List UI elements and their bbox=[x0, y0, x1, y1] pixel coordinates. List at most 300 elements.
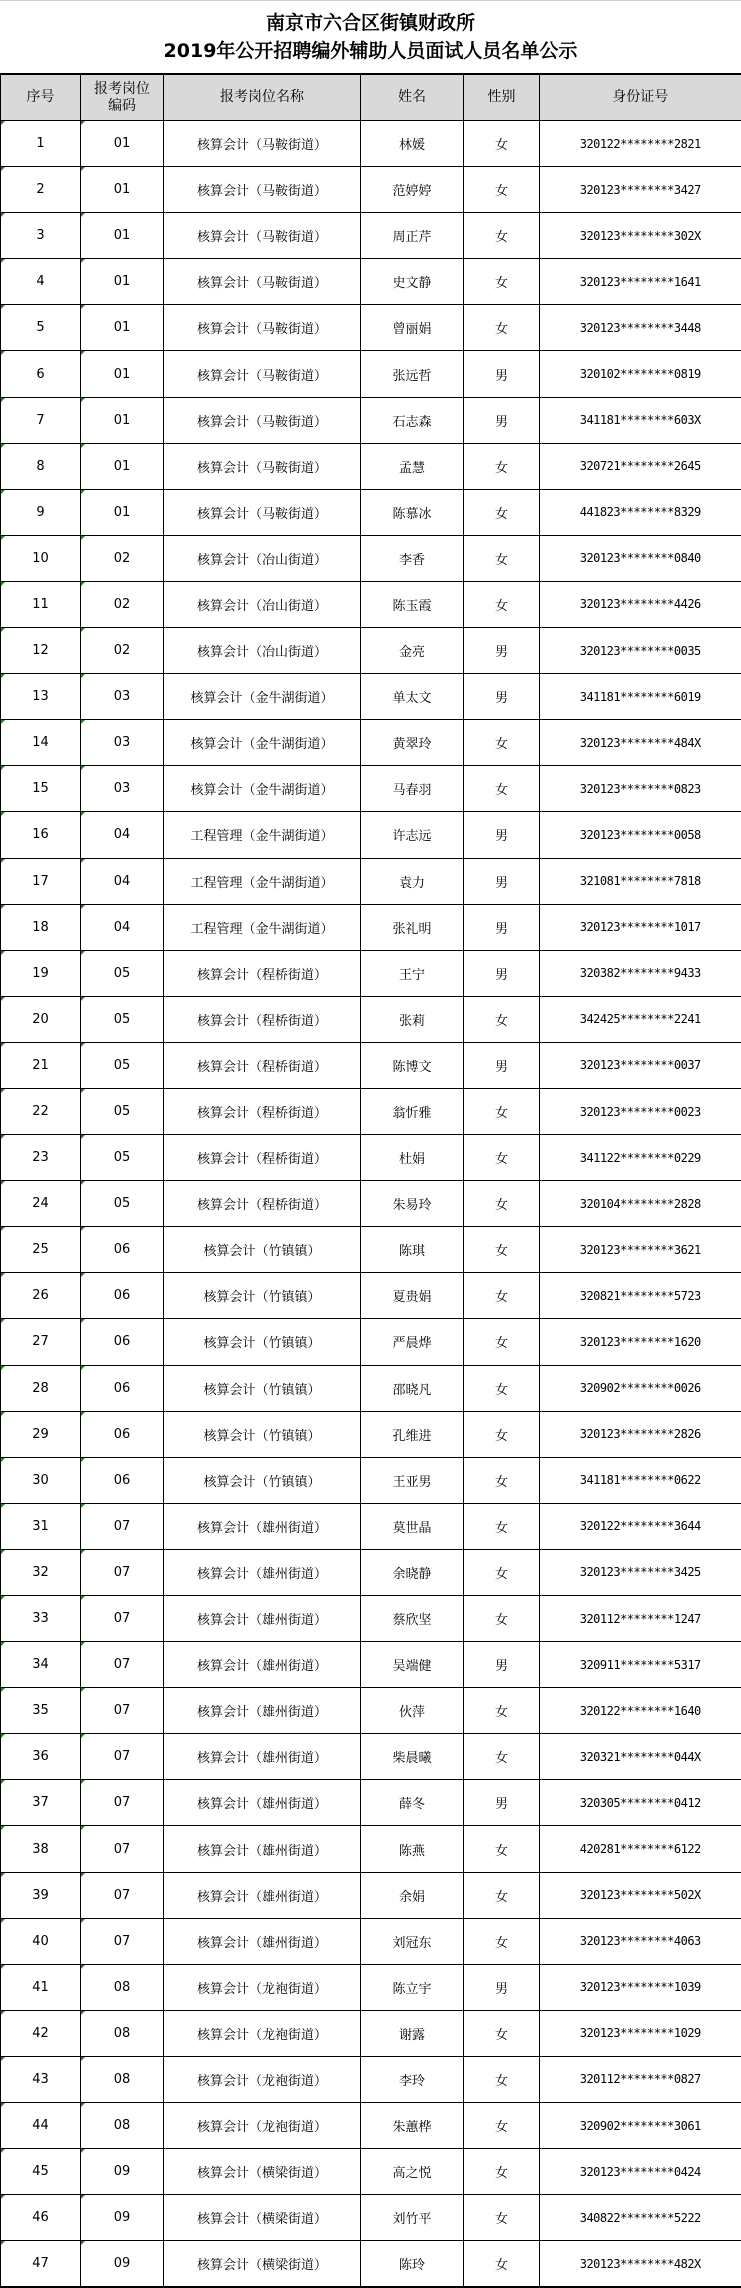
cell-post-code bbox=[81, 1780, 164, 1826]
cell-post-code bbox=[81, 996, 164, 1042]
cell-gender-text: 男 bbox=[495, 968, 508, 983]
cell-post-name bbox=[164, 766, 361, 812]
cell-post-code-text: 01 bbox=[114, 274, 131, 289]
cell-gender bbox=[464, 1042, 540, 1088]
cell-gender bbox=[464, 443, 540, 489]
text-number-indicator-icon bbox=[81, 1135, 85, 1139]
cell-post-name-text: 核算会计（雄州街道） bbox=[197, 1890, 327, 1905]
text-number-indicator-icon bbox=[81, 121, 85, 125]
cell-post-name-text: 核算会计（横梁街道） bbox=[197, 2166, 327, 2181]
cell-name-text: 许志远 bbox=[392, 829, 431, 844]
table-row bbox=[1, 167, 741, 213]
cell-name-text: 张礼明 bbox=[392, 922, 431, 937]
cell-name-text: 王宁 bbox=[399, 968, 425, 983]
text-number-indicator-icon bbox=[1, 1135, 5, 1139]
cell-gender-text: 女 bbox=[495, 1751, 508, 1766]
cell-id-number bbox=[540, 305, 741, 351]
cell-post-code bbox=[81, 2241, 164, 2288]
cell-name-text: 孔维进 bbox=[392, 1429, 431, 1444]
cell-post-name bbox=[164, 1826, 361, 1872]
cell-post-name bbox=[164, 489, 361, 535]
cell-index bbox=[1, 443, 81, 489]
text-number-indicator-icon bbox=[81, 1965, 85, 1969]
cell-name bbox=[361, 2241, 464, 2288]
cell-index-text: 36 bbox=[32, 1749, 49, 1764]
cell-id-number bbox=[540, 397, 741, 443]
cell-name-text: 石志森 bbox=[392, 415, 431, 430]
text-number-indicator-icon bbox=[81, 674, 85, 678]
cell-index bbox=[1, 1042, 81, 1088]
cell-index-text: 24 bbox=[32, 1196, 49, 1211]
cell-post-name bbox=[164, 213, 361, 259]
cell-id-number bbox=[540, 812, 741, 858]
cell-gender-text: 男 bbox=[495, 415, 508, 430]
table-row bbox=[1, 674, 741, 720]
cell-post-name bbox=[164, 1411, 361, 1457]
cell-post-name-text: 核算会计（雄州街道） bbox=[197, 1705, 327, 1720]
cell-id-number-text: 320123********3427 bbox=[580, 183, 701, 197]
cell-post-code-text: 01 bbox=[114, 367, 131, 382]
cell-post-name-text: 核算会计（马鞍街道） bbox=[197, 369, 327, 384]
cell-name bbox=[361, 351, 464, 397]
cell-post-code bbox=[81, 443, 164, 489]
cell-index-text: 22 bbox=[32, 1104, 49, 1119]
cell-id-number-text: 320123********482X bbox=[580, 2257, 701, 2271]
cell-post-name bbox=[164, 259, 361, 305]
text-number-indicator-icon bbox=[1, 628, 5, 632]
cell-index-text: 4 bbox=[36, 274, 44, 289]
cell-gender-text: 男 bbox=[495, 829, 508, 844]
cell-gender-text: 女 bbox=[495, 1336, 508, 1351]
cell-index bbox=[1, 2056, 81, 2102]
table-row bbox=[1, 1964, 741, 2010]
cell-post-code-text: 06 bbox=[114, 1242, 131, 1257]
text-number-indicator-icon bbox=[1, 1319, 5, 1323]
cell-name-text: 陈燕 bbox=[399, 1844, 425, 1859]
cell-post-code-text: 01 bbox=[114, 136, 131, 151]
cell-post-name bbox=[164, 720, 361, 766]
cell-name bbox=[361, 720, 464, 766]
cell-post-code bbox=[81, 1319, 164, 1365]
cell-index-text: 31 bbox=[32, 1519, 49, 1534]
cell-id-number bbox=[540, 489, 741, 535]
cell-post-name bbox=[164, 904, 361, 950]
text-number-indicator-icon bbox=[1, 1873, 5, 1877]
cell-index-text: 23 bbox=[32, 1150, 49, 1165]
cell-index-text: 47 bbox=[32, 2256, 49, 2271]
cell-post-code bbox=[81, 121, 164, 167]
cell-gender-text: 男 bbox=[495, 1982, 508, 1997]
cell-name-text: 金亮 bbox=[399, 645, 425, 660]
text-number-indicator-icon bbox=[1, 398, 5, 402]
text-number-indicator-icon bbox=[81, 1780, 85, 1784]
cell-index bbox=[1, 674, 81, 720]
text-number-indicator-icon bbox=[1, 1919, 5, 1923]
text-number-indicator-icon bbox=[1, 951, 5, 955]
cell-index-text: 7 bbox=[36, 413, 44, 428]
cell-post-name-text: 核算会计（程桥街道） bbox=[197, 1106, 327, 1121]
cell-id-number bbox=[540, 1826, 741, 1872]
cell-name bbox=[361, 858, 464, 904]
cell-post-code bbox=[81, 1688, 164, 1734]
cell-index bbox=[1, 2149, 81, 2195]
cell-post-name-text: 核算会计（金牛湖街道） bbox=[190, 783, 333, 798]
text-number-indicator-icon bbox=[81, 1412, 85, 1416]
header-name: 姓名 bbox=[361, 74, 464, 121]
cell-name-text: 余晓静 bbox=[392, 1567, 431, 1582]
cell-name bbox=[361, 1642, 464, 1688]
cell-post-name bbox=[164, 1319, 361, 1365]
cell-post-name bbox=[164, 1780, 361, 1826]
cell-name bbox=[361, 121, 464, 167]
cell-name bbox=[361, 674, 464, 720]
cell-post-code bbox=[81, 858, 164, 904]
cell-post-code-text: 01 bbox=[114, 505, 131, 520]
cell-gender bbox=[464, 2056, 540, 2102]
table-row bbox=[1, 1088, 741, 1134]
cell-name bbox=[361, 1411, 464, 1457]
cell-post-name-text: 核算会计（雄州街道） bbox=[197, 1844, 327, 1859]
cell-name bbox=[361, 2149, 464, 2195]
cell-post-code bbox=[81, 950, 164, 996]
cell-post-code-text: 07 bbox=[114, 1657, 131, 1672]
cell-index bbox=[1, 581, 81, 627]
cell-gender-text: 女 bbox=[495, 184, 508, 199]
cell-name-text: 刘竹平 bbox=[392, 2212, 431, 2227]
cell-id-number-text: 320721********2645 bbox=[580, 459, 701, 473]
text-number-indicator-icon bbox=[81, 2057, 85, 2061]
cell-index-text: 33 bbox=[32, 1611, 49, 1626]
cell-gender-text: 男 bbox=[495, 691, 508, 706]
cell-name bbox=[361, 1688, 464, 1734]
cell-gender bbox=[464, 121, 540, 167]
table-row bbox=[1, 812, 741, 858]
cell-id-number-text: 320123********3448 bbox=[580, 321, 701, 335]
cell-id-number bbox=[540, 858, 741, 904]
cell-gender bbox=[464, 535, 540, 581]
cell-index bbox=[1, 996, 81, 1042]
cell-post-name bbox=[164, 858, 361, 904]
cell-name bbox=[361, 950, 464, 996]
cell-gender bbox=[464, 1688, 540, 1734]
table-row bbox=[1, 1780, 741, 1826]
cell-id-number bbox=[540, 1549, 741, 1595]
cell-post-name-text: 核算会计（雄州街道） bbox=[197, 1659, 327, 1674]
text-number-indicator-icon bbox=[81, 766, 85, 770]
cell-name-text: 陈琪 bbox=[399, 1244, 425, 1259]
table-row bbox=[1, 2241, 741, 2288]
cell-post-code-text: 03 bbox=[114, 781, 131, 796]
cell-id-number-text: 320123********502X bbox=[580, 1888, 701, 1902]
cell-post-code bbox=[81, 1918, 164, 1964]
cell-gender-text: 女 bbox=[495, 1475, 508, 1490]
text-number-indicator-icon bbox=[81, 305, 85, 309]
cell-post-name bbox=[164, 121, 361, 167]
cell-gender bbox=[464, 766, 540, 812]
cell-index-text: 37 bbox=[32, 1795, 49, 1810]
cell-post-code-text: 07 bbox=[114, 1888, 131, 1903]
cell-name-text: 陈博文 bbox=[392, 1060, 431, 1075]
text-number-indicator-icon bbox=[1, 2103, 5, 2107]
cell-name-text: 伙萍 bbox=[399, 1705, 425, 1720]
cell-post-name bbox=[164, 2103, 361, 2149]
cell-name-text: 朱易玲 bbox=[392, 1198, 431, 1213]
cell-id-number-text: 320123********4063 bbox=[580, 1934, 701, 1948]
cell-id-number bbox=[540, 443, 741, 489]
text-number-indicator-icon bbox=[81, 536, 85, 540]
cell-index bbox=[1, 812, 81, 858]
cell-gender bbox=[464, 2195, 540, 2241]
cell-name bbox=[361, 2195, 464, 2241]
cell-post-code bbox=[81, 259, 164, 305]
text-number-indicator-icon bbox=[1, 213, 5, 217]
cell-gender bbox=[464, 1734, 540, 1780]
table-row bbox=[1, 535, 741, 581]
cell-post-name bbox=[164, 397, 361, 443]
text-number-indicator-icon bbox=[1, 1596, 5, 1600]
cell-post-code-text: 06 bbox=[114, 1288, 131, 1303]
cell-name bbox=[361, 1457, 464, 1503]
cell-name bbox=[361, 1319, 464, 1365]
cell-post-name-text: 核算会计（马鞍街道） bbox=[197, 461, 327, 476]
cell-index bbox=[1, 1503, 81, 1549]
cell-post-name-text: 核算会计（横梁街道） bbox=[197, 2212, 327, 2227]
cell-id-number bbox=[540, 1319, 741, 1365]
cell-post-code bbox=[81, 1872, 164, 1918]
cell-post-code-text: 07 bbox=[114, 1565, 131, 1580]
text-number-indicator-icon bbox=[1, 121, 5, 125]
cell-post-name bbox=[164, 443, 361, 489]
cell-name bbox=[361, 1918, 464, 1964]
text-number-indicator-icon bbox=[1, 905, 5, 909]
cell-index bbox=[1, 121, 81, 167]
cell-index bbox=[1, 1273, 81, 1319]
cell-post-name-text: 核算会计（竹镇镇） bbox=[203, 1383, 320, 1398]
cell-index-text: 13 bbox=[32, 689, 49, 704]
header-id-number: 身份证号 bbox=[540, 74, 741, 121]
cell-post-name bbox=[164, 1227, 361, 1273]
cell-post-code bbox=[81, 904, 164, 950]
cell-gender-text: 女 bbox=[495, 1705, 508, 1720]
cell-id-number bbox=[540, 351, 741, 397]
cell-post-code-text: 08 bbox=[114, 1980, 131, 1995]
cell-post-code bbox=[81, 2056, 164, 2102]
title-line-2: 2019年公开招聘编外辅助人员面试人员名单公示 bbox=[164, 37, 578, 65]
cell-post-name-text: 核算会计（程桥街道） bbox=[197, 968, 327, 983]
cell-gender-text: 女 bbox=[495, 553, 508, 568]
cell-index-text: 45 bbox=[32, 2164, 49, 2179]
cell-id-number bbox=[540, 1918, 741, 1964]
text-number-indicator-icon bbox=[1, 490, 5, 494]
cell-gender-text: 女 bbox=[495, 1890, 508, 1905]
cell-gender bbox=[464, 2103, 540, 2149]
text-number-indicator-icon bbox=[81, 1366, 85, 1370]
header-gender: 性别 bbox=[464, 74, 540, 121]
cell-id-number bbox=[540, 1503, 741, 1549]
cell-gender bbox=[464, 489, 540, 535]
cell-index-text: 32 bbox=[32, 1565, 49, 1580]
cell-post-name-text: 核算会计（马鞍街道） bbox=[197, 184, 327, 199]
cell-post-name bbox=[164, 2149, 361, 2195]
text-number-indicator-icon bbox=[81, 1550, 85, 1554]
text-number-indicator-icon bbox=[1, 1227, 5, 1231]
cell-name bbox=[361, 904, 464, 950]
cell-id-number-text: 340822********5222 bbox=[580, 2211, 701, 2225]
text-number-indicator-icon bbox=[1, 1458, 5, 1462]
cell-post-code-text: 08 bbox=[114, 2072, 131, 2087]
cell-name bbox=[361, 489, 464, 535]
cell-index bbox=[1, 2195, 81, 2241]
cell-gender-text: 女 bbox=[495, 1521, 508, 1536]
cell-post-name bbox=[164, 2241, 361, 2288]
cell-id-number bbox=[540, 1273, 741, 1319]
table-row bbox=[1, 1411, 741, 1457]
text-number-indicator-icon bbox=[1, 766, 5, 770]
text-number-indicator-icon bbox=[1, 1734, 5, 1738]
table-row bbox=[1, 1457, 741, 1503]
cell-index-text: 16 bbox=[32, 827, 49, 842]
candidate-table bbox=[0, 73, 741, 2288]
cell-name bbox=[361, 443, 464, 489]
text-number-indicator-icon bbox=[81, 905, 85, 909]
text-number-indicator-icon bbox=[81, 859, 85, 863]
cell-id-number bbox=[540, 1135, 741, 1181]
cell-name-text: 陈玉霞 bbox=[392, 599, 431, 614]
cell-id-number-text: 320123********484X bbox=[580, 736, 701, 750]
table-row bbox=[1, 443, 741, 489]
cell-post-name-text: 核算会计（马鞍街道） bbox=[197, 322, 327, 337]
cell-gender bbox=[464, 1411, 540, 1457]
table-row bbox=[1, 1319, 741, 1365]
table-row bbox=[1, 2149, 741, 2195]
cell-id-number bbox=[540, 121, 741, 167]
cell-post-name bbox=[164, 2195, 361, 2241]
text-number-indicator-icon bbox=[81, 1227, 85, 1231]
cell-gender-text: 女 bbox=[495, 783, 508, 798]
cell-name bbox=[361, 628, 464, 674]
cell-index bbox=[1, 2241, 81, 2288]
cell-post-code bbox=[81, 1227, 164, 1273]
cell-index bbox=[1, 2010, 81, 2056]
cell-gender-text: 男 bbox=[495, 1060, 508, 1075]
text-number-indicator-icon bbox=[1, 2057, 5, 2061]
cell-index bbox=[1, 259, 81, 305]
cell-post-code bbox=[81, 812, 164, 858]
cell-post-code-text: 09 bbox=[114, 2164, 131, 2179]
cell-id-number bbox=[540, 1688, 741, 1734]
cell-post-code-text: 03 bbox=[114, 689, 131, 704]
cell-id-number-text: 320123********302X bbox=[580, 229, 701, 243]
cell-post-name-text: 核算会计（竹镇镇） bbox=[203, 1244, 320, 1259]
cell-id-number bbox=[540, 581, 741, 627]
text-number-indicator-icon bbox=[81, 2195, 85, 2199]
cell-name bbox=[361, 535, 464, 581]
cell-id-number-text: 320123********0424 bbox=[580, 2165, 701, 2179]
table-row bbox=[1, 1688, 741, 1734]
cell-gender-text: 女 bbox=[495, 1936, 508, 1951]
cell-post-code-text: 03 bbox=[114, 735, 131, 750]
cell-index bbox=[1, 1642, 81, 1688]
cell-id-number bbox=[540, 1734, 741, 1780]
cell-id-number bbox=[540, 1088, 741, 1134]
cell-id-number-text: 341122********0229 bbox=[580, 1151, 701, 1165]
cell-index bbox=[1, 1227, 81, 1273]
cell-gender bbox=[464, 1596, 540, 1642]
cell-post-name-text: 核算会计（马鞍街道） bbox=[197, 138, 327, 153]
cell-name-text: 严晨烨 bbox=[392, 1336, 431, 1351]
cell-index bbox=[1, 1411, 81, 1457]
text-number-indicator-icon bbox=[81, 812, 85, 816]
cell-post-code bbox=[81, 489, 164, 535]
text-number-indicator-icon bbox=[81, 1873, 85, 1877]
cell-post-name-text: 工程管理（金牛湖街道） bbox=[190, 829, 333, 844]
cell-post-name bbox=[164, 1596, 361, 1642]
text-number-indicator-icon bbox=[81, 720, 85, 724]
title-block bbox=[0, 0, 741, 73]
cell-post-name-text: 核算会计（龙袍街道） bbox=[197, 1982, 327, 1997]
cell-index bbox=[1, 305, 81, 351]
cell-id-number-text: 320911********5317 bbox=[580, 1658, 701, 1672]
cell-name-text: 黄翠玲 bbox=[392, 737, 431, 752]
cell-id-number bbox=[540, 167, 741, 213]
cell-id-number-text: 320123********1017 bbox=[580, 920, 701, 934]
text-number-indicator-icon bbox=[1, 2011, 5, 2015]
cell-gender bbox=[464, 2241, 540, 2288]
table-row bbox=[1, 1042, 741, 1088]
cell-name bbox=[361, 1503, 464, 1549]
cell-gender bbox=[464, 351, 540, 397]
cell-name bbox=[361, 1549, 464, 1595]
cell-post-name bbox=[164, 1642, 361, 1688]
cell-index bbox=[1, 1918, 81, 1964]
cell-gender-text: 女 bbox=[495, 1106, 508, 1121]
cell-post-name-text: 核算会计（竹镇镇） bbox=[203, 1336, 320, 1351]
cell-id-number bbox=[540, 2195, 741, 2241]
cell-id-number-text: 320123********0037 bbox=[580, 1058, 701, 1072]
cell-id-number-text: 320123********0023 bbox=[580, 1105, 701, 1119]
cell-gender bbox=[464, 1503, 540, 1549]
cell-index-text: 15 bbox=[32, 781, 49, 796]
cell-index bbox=[1, 1088, 81, 1134]
text-number-indicator-icon bbox=[81, 628, 85, 632]
text-number-indicator-icon bbox=[1, 2149, 5, 2153]
cell-name-text: 马春羽 bbox=[392, 783, 431, 798]
cell-post-name-text: 核算会计（雄州街道） bbox=[197, 1567, 327, 1582]
cell-index-text: 21 bbox=[32, 1058, 49, 1073]
text-number-indicator-icon bbox=[81, 1089, 85, 1093]
cell-index bbox=[1, 1872, 81, 1918]
text-number-indicator-icon bbox=[1, 351, 5, 355]
cell-post-name bbox=[164, 674, 361, 720]
cell-gender-text: 女 bbox=[495, 230, 508, 245]
cell-post-name bbox=[164, 950, 361, 996]
table-row bbox=[1, 259, 741, 305]
cell-id-number bbox=[540, 259, 741, 305]
cell-post-name-text: 核算会计（冶山街道） bbox=[197, 599, 327, 614]
cell-gender-text: 女 bbox=[495, 461, 508, 476]
cell-index bbox=[1, 1365, 81, 1411]
cell-post-code-text: 09 bbox=[114, 2210, 131, 2225]
cell-post-code bbox=[81, 720, 164, 766]
cell-post-code bbox=[81, 581, 164, 627]
cell-post-code-text: 05 bbox=[114, 1196, 131, 1211]
cell-name-text: 高之悦 bbox=[392, 2166, 431, 2181]
cell-gender bbox=[464, 1780, 540, 1826]
cell-post-code-text: 05 bbox=[114, 1058, 131, 1073]
cell-post-name bbox=[164, 1872, 361, 1918]
cell-id-number-text: 420281********6122 bbox=[580, 1842, 701, 1856]
cell-name-text: 夏贵娟 bbox=[392, 1290, 431, 1305]
